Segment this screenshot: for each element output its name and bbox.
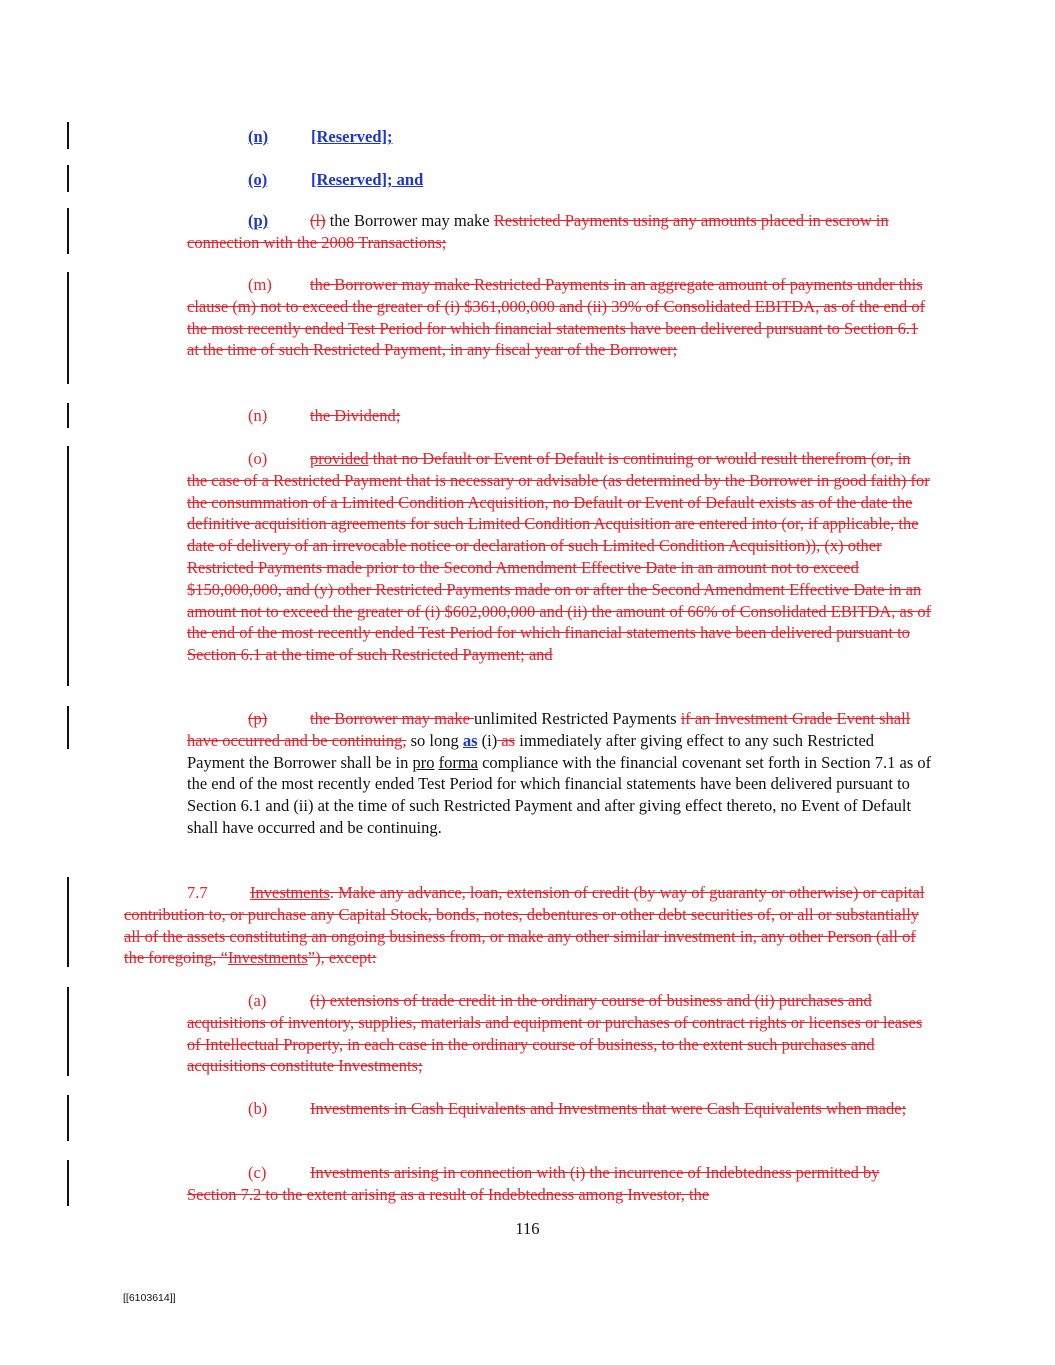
change-bar	[67, 122, 69, 149]
clause-text: immediately after giving effect to any such Restricted Payment the Borrower shall be in	[187, 730, 875, 772]
change-bar	[67, 403, 69, 428]
clause-o-deleted	[187, 448, 932, 666]
clause-text: compliance with the financial covenant set forth in Section 7.1 as of the end of the most recently ended Test Period for which financial statements have been delivered pursuant to Section 6.1 and (ii) at the time of such Restricted Payment and after giving effect thereto, no Event of Default shall have occurred and be continuing.	[187, 752, 932, 837]
change-bar	[67, 706, 69, 749]
clause-n-deleted	[187, 405, 932, 427]
clause-text: so long	[406, 730, 463, 750]
deleted-text: if an Investment Grade Event shall have occurred and be continuing,	[187, 709, 911, 750]
clause-text: that no Default or Event of Default is continuing or would result therefrom (or, in the case of a Restricted Payment that is necessary or advisable (as determined by the Borrower in good faith) for the consummation of a Limited Condition Acquisition, no Default or Event of Default exists as of the date the definitive acquisition agreements for such Limited Condition Acquisition are entered into (or, if applicable, the date of delivery of an irrevocable notice or declaration of such Limited Condition Acquisition)), (x) other Restricted Payments made prior to the Second Amendment Effective Date in an amount not to exceed $150,000,000, and (y) other Restricted Payments made on or after the Second Amendment Effective Date in an amount not to exceed the greater of (i) $602,000,000 and (ii) the amount of 66% of Consolidated EBITDA, as of the end of the most recently ended Test Period for which financial statements have been delivered pursuant to Section 6.1 at the time of such Restricted Payment; and	[187, 449, 932, 665]
page-number: 116	[515, 1219, 540, 1238]
clause-o	[248, 169, 848, 191]
clause-number: (p)	[248, 211, 269, 230]
section-title: Investments	[250, 883, 330, 902]
clause-number: (p)	[248, 709, 268, 728]
clause-number: (n)	[248, 406, 268, 425]
change-bar	[67, 208, 69, 254]
clause-number: (o)	[248, 449, 268, 468]
clause-number: (o)	[248, 170, 268, 189]
change-bar	[67, 272, 69, 384]
clause-p-unlimited	[187, 708, 932, 839]
clause-m-deleted	[187, 274, 932, 361]
clause-text: unlimited Restricted Payments	[474, 709, 681, 728]
change-bar	[67, 165, 69, 192]
clause-number: (m)	[248, 275, 272, 294]
clause-n	[248, 126, 848, 148]
change-bar	[67, 987, 69, 1076]
clause-a-deleted	[187, 990, 932, 1077]
inserted-text: as	[462, 730, 478, 750]
clause-p	[187, 210, 932, 254]
section-7-7-investments	[124, 882, 932, 969]
deleted-text: the Borrower may make	[310, 709, 475, 728]
clause-text: (i) extensions of trade credit in the ordinary course of business and (ii) purchases and acquisitions of inventory, supplies, materials and equipment or purchases of contract rights or licenses or leases of Intellectual Property, in each case in the ordinary course of business, to the extent such purchases and acquisitions constitute Investments;	[187, 991, 923, 1076]
document-id-footer: [[6103614]]	[123, 1292, 176, 1304]
clause-number: (a)	[248, 991, 267, 1010]
change-bar	[67, 1095, 69, 1141]
change-bar	[67, 877, 69, 967]
section-text: ”), except:	[307, 948, 377, 968]
deleted-text: (l)	[310, 211, 326, 230]
defined-term: Investments	[228, 948, 308, 968]
deleted-text: as	[497, 730, 516, 750]
section-number: 7.7	[187, 883, 208, 902]
clause-text: [Reserved];	[311, 127, 393, 146]
pro-term: pro	[412, 752, 435, 772]
clause-text: Investments in Cash Equivalents and Investments that were Cash Equivalents when made;	[310, 1099, 907, 1118]
clause-number: (b)	[248, 1099, 268, 1118]
clause-text: [Reserved]; and	[311, 170, 424, 189]
change-bar	[67, 1160, 69, 1206]
clause-number: (n)	[248, 127, 269, 146]
clause-text: the Borrower may make	[325, 211, 494, 230]
clause-text: Investments arising in connection with (i) the incurrence of Indebtedness permitted by Section 7.2 to the extent arising as a result of Indebtedness among Investor, the	[187, 1163, 880, 1204]
forma-term: forma	[438, 752, 478, 772]
clause-text: (i)	[477, 730, 498, 750]
section-text: . Make any advance, loan, extension of credit (by way of guaranty or otherwise) or capital contribution to, or purchase any Capital Stock, bonds, notes, debentures or other debt securities of, or all or substantially all of the assets constituting an ongoing business from, or make any other similar investment in, any other Person (all of the foregoing, “	[124, 883, 925, 968]
deleted-text: Restricted Payments using any amounts placed in escrow in connection with the 2008 Transactions;	[187, 211, 889, 252]
clause-text: the Dividend;	[310, 406, 401, 425]
clause-b-deleted	[187, 1098, 932, 1120]
provided-term: provided	[310, 449, 369, 468]
clause-number: (c)	[248, 1163, 267, 1182]
clause-text: the Borrower may make Restricted Payments in an aggregate amount of payments under this clause (m) not to exceed the greater of (i) $361,000,000 and (ii) 39% of Consolidated EBITDA, as of the end of the most recently ended Test Period for which financial statements have been delivered pursuant to Section 6.1 at the time of such Restricted Payment, in any fiscal year of the Borrower;	[187, 275, 926, 360]
clause-c-deleted	[187, 1162, 932, 1206]
change-bar	[67, 446, 69, 686]
